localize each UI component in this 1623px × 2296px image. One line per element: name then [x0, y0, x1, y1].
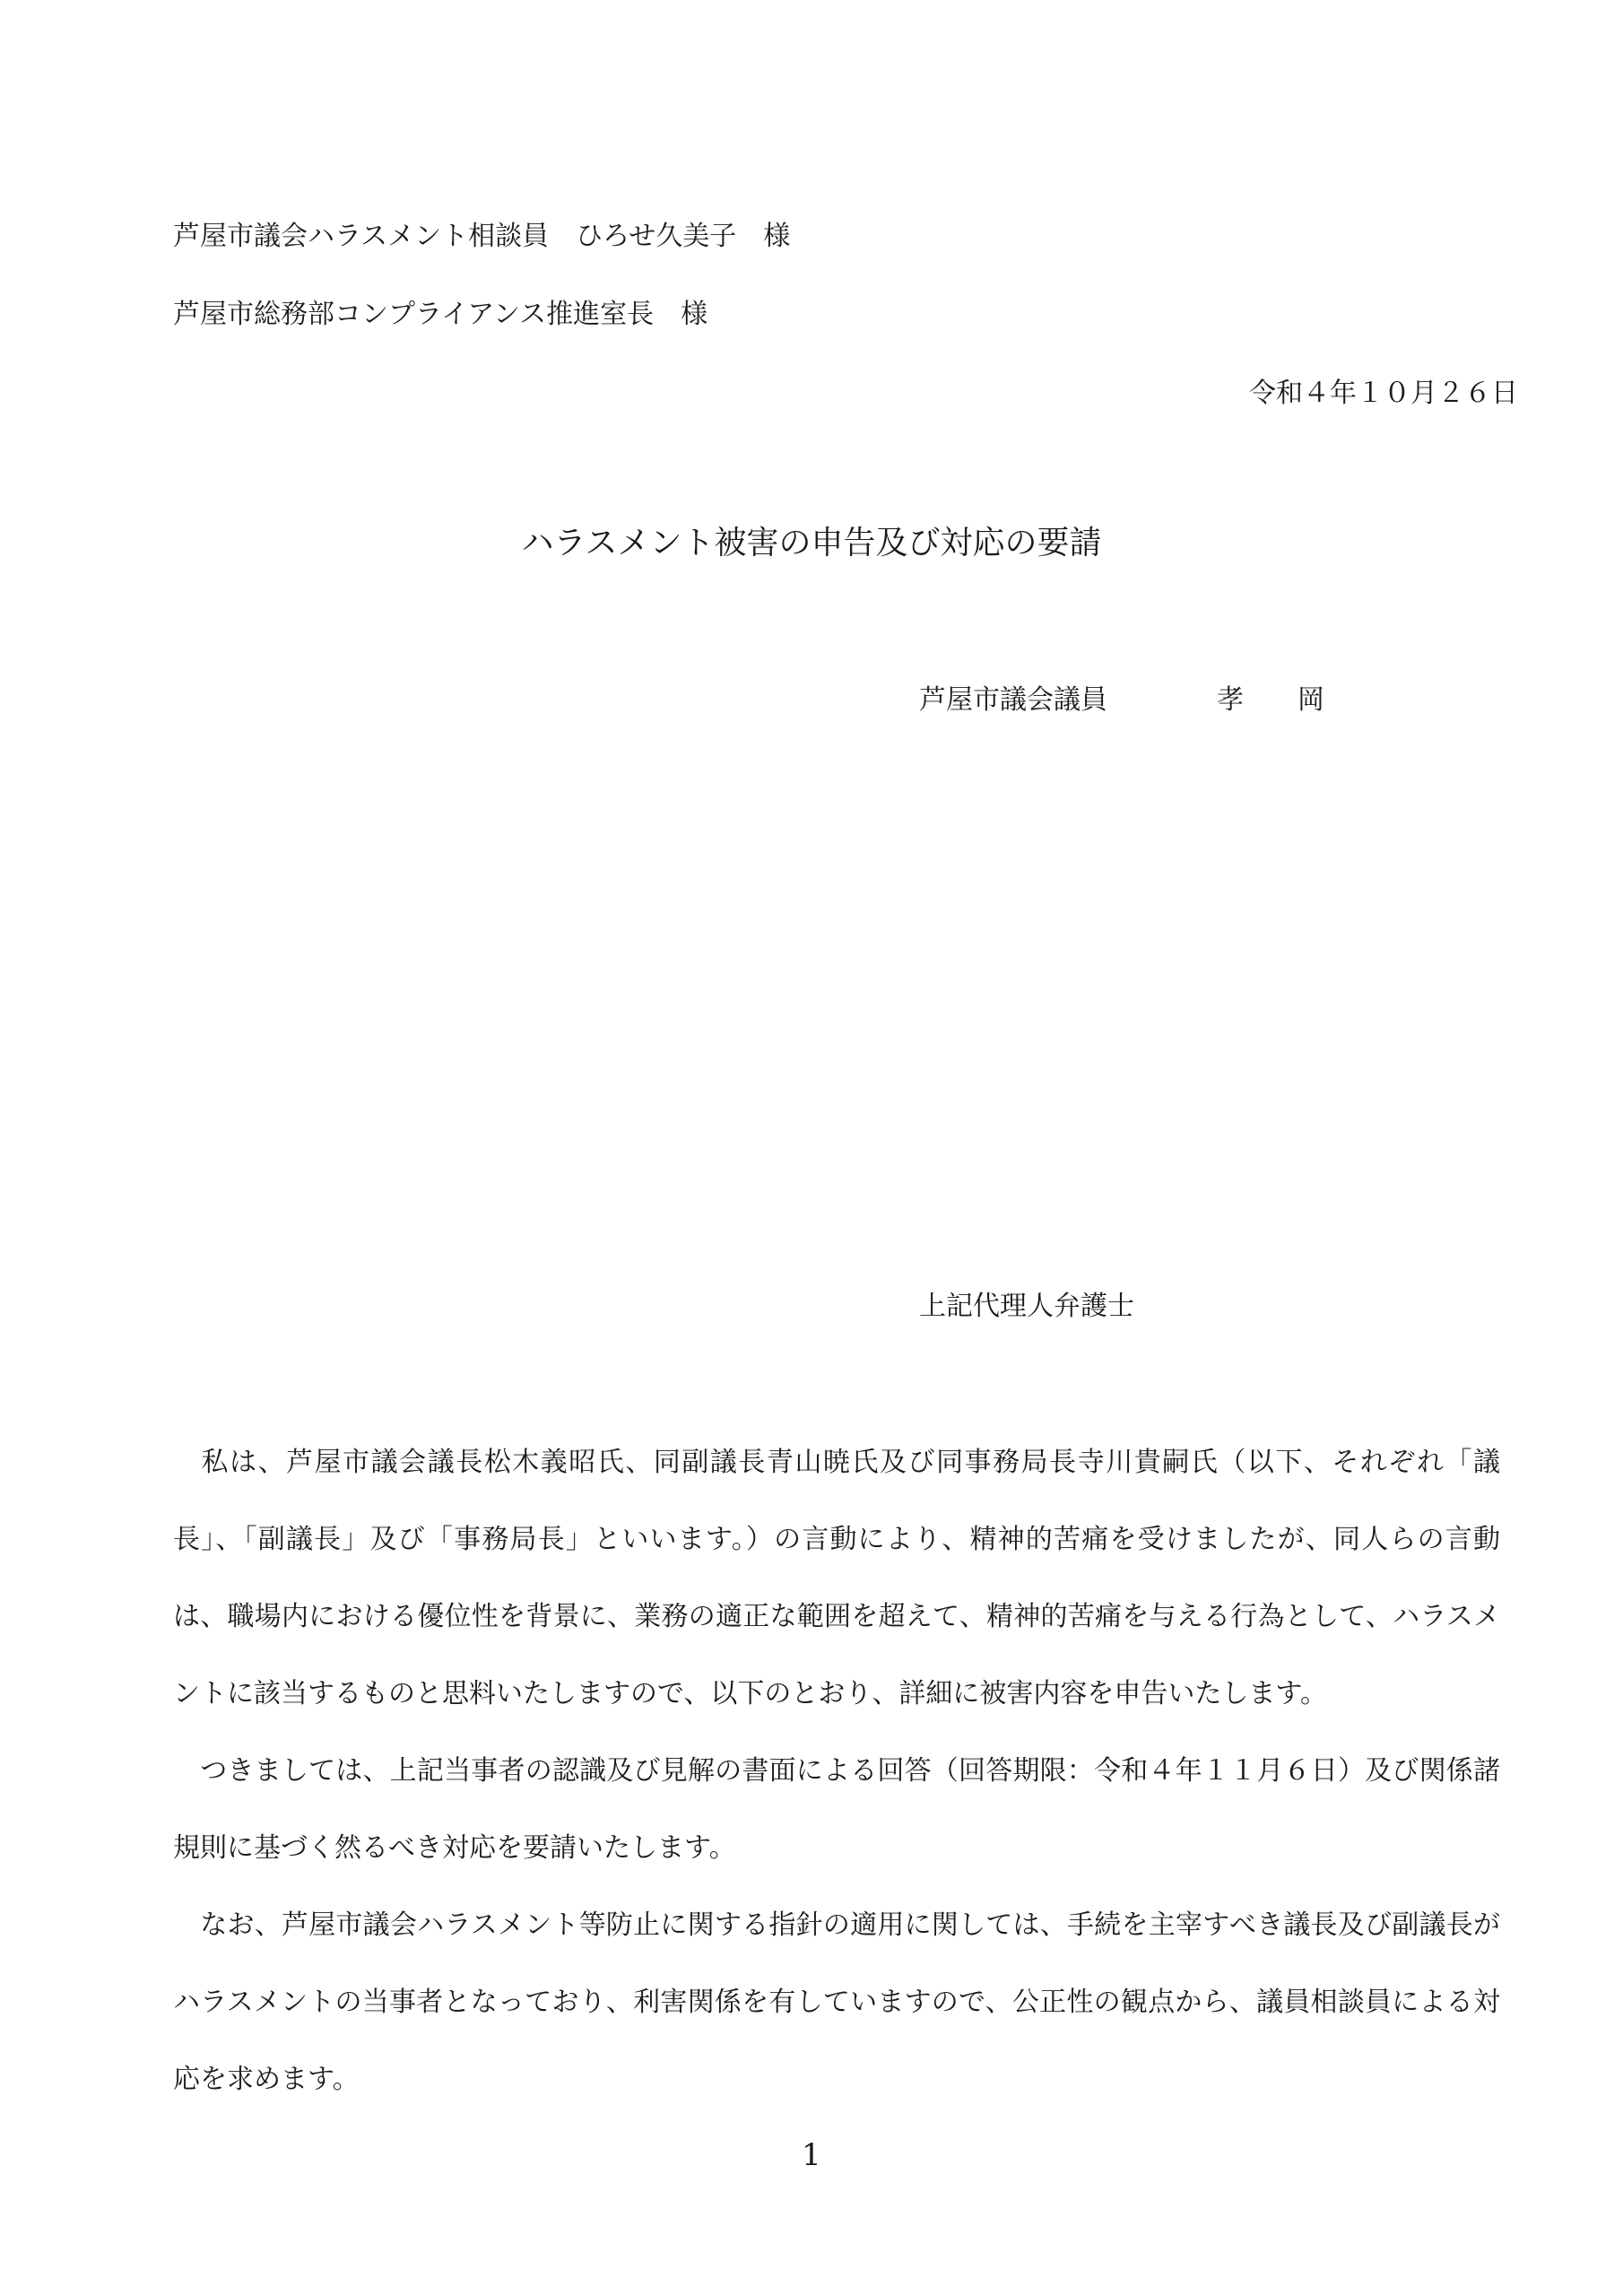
body-paragraph [173, 1887, 1500, 2118]
sender-name: 孝岡 [1217, 684, 1378, 716]
page-number: 1 [802, 2137, 821, 2173]
document-date: 令和４年１０月２６日 [1249, 378, 1518, 409]
sender-title: 芦屋市議会議員 [919, 684, 1107, 716]
agent-label: 上記代理人弁護士 [919, 1291, 1134, 1322]
body-paragraph [173, 1424, 1500, 1733]
document-title: ハラスメント被害の申告及び対応の要請 [521, 525, 1102, 561]
paragraph-text: なお、芦屋市議会ハラスメント等防止に関する指針の適用に関しては、手続を主宰すべき議長及び副議長がハラスメントの当事者となっており、利害関係を有していますので、公正性の観点から、議員相談員による対応を求めます。 [173, 1909, 1500, 2095]
addressee-harassment-counselor: 芦屋市議会ハラスメント相談員 ひろせ久美子 様 [173, 221, 791, 252]
addressee-compliance-office: 芦屋市総務部コンプライアンス推進室長 様 [173, 299, 708, 330]
paragraph-text: つきましては、上記当事者の認識及び見解の書面による回答（回答期限：令和４年１１月６日）及び関係諸規則に基づく然るべき対応を要請いたします。 [173, 1755, 1500, 1864]
body-paragraph [173, 1733, 1500, 1887]
paragraph-text: 私は、芦屋市議会議長松木義昭氏、同副議長青山暁氏及び同事務局長寺川貴嗣氏（以下、それぞれ「議長」、「副議長」及び「事務局長」といいます。）の言動により、精神的苦痛を受けましたが、同人らの言動は、職場内における優位性を背景に、業務の適正な範囲を超えて、精神的苦痛を与える行為として、ハラスメントに該当するものと思料いたしますので、以下のとおり、詳細に被害内容を申告いたします。 [173, 1447, 1500, 1709]
